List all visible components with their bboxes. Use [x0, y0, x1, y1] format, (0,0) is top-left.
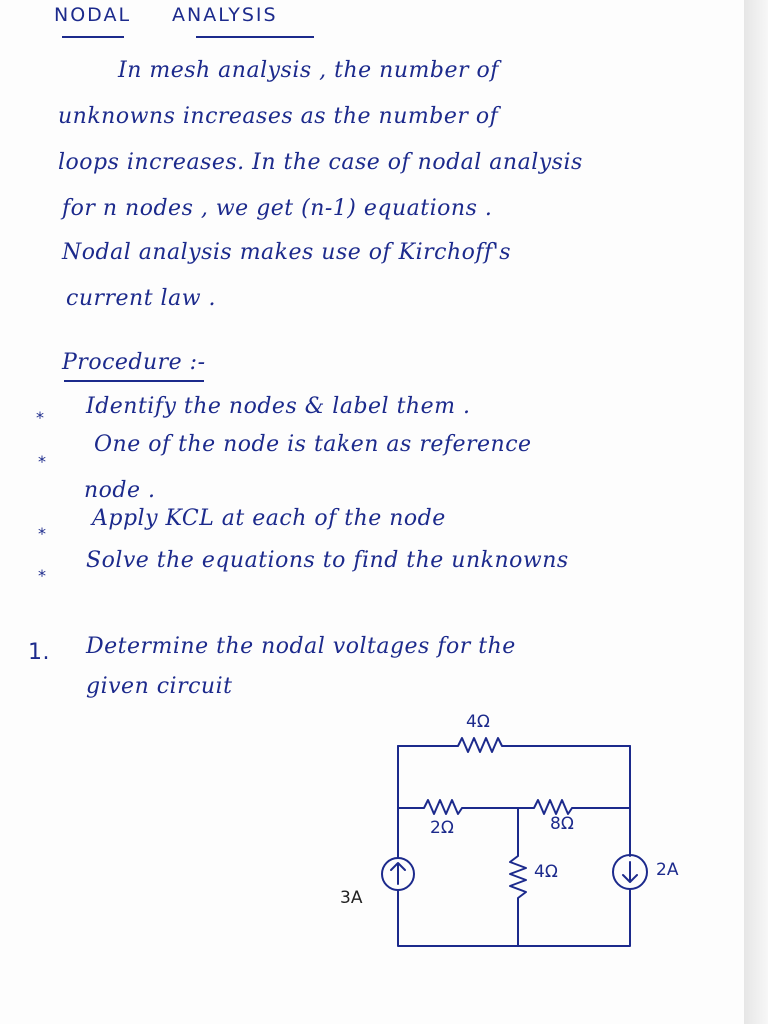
intro-line-5: Nodal analysis makes use of Kirchoff's	[62, 240, 512, 265]
intro-line-4: for n nodes , we get (n-1) equations .	[62, 196, 493, 221]
heading-word-analysis: ANALYSIS	[172, 4, 278, 26]
problem-line-1: Determine the nodal voltages for the	[86, 634, 516, 659]
intro-line-6: current law .	[66, 286, 217, 311]
wire-middle-left	[398, 800, 518, 814]
bullet-4: *	[38, 566, 47, 585]
label-r-right: 8Ω	[550, 814, 574, 834]
current-source-up-icon	[391, 863, 405, 884]
procedure-step-2-cont: node .	[84, 478, 156, 503]
wire-center	[510, 808, 526, 946]
bullet-2: *	[38, 452, 47, 471]
intro-line-1: In mesh analysis , the number of	[118, 58, 499, 83]
wire-top	[398, 738, 630, 752]
procedure-step-1: Identify the nodes & label them .	[86, 394, 471, 419]
current-source-down-icon	[623, 862, 637, 882]
procedure-step-2: One of the node is taken as reference	[94, 432, 532, 457]
bullet-1: *	[36, 408, 45, 427]
label-r-top: 4Ω	[466, 712, 490, 732]
procedure-step-4: Solve the equations to find the unknowns	[86, 548, 569, 573]
problem-line-2: given circuit	[86, 674, 233, 699]
label-source-left: 3A	[340, 888, 363, 908]
procedure-heading: Procedure :-	[62, 350, 206, 375]
label-r-middle: 4Ω	[534, 862, 558, 882]
procedure-step-3: Apply KCL at each of the node	[92, 506, 446, 531]
wire-middle-right	[518, 800, 630, 814]
intro-line-2: unknowns increases as the number of	[58, 104, 499, 129]
label-source-right: 2A	[656, 860, 679, 880]
intro-line-3: loops increases. In the case of nodal analysis	[58, 150, 583, 175]
label-r-left: 2Ω	[430, 818, 454, 838]
bullet-3: *	[38, 524, 47, 543]
heading-word-nodal: NODAL	[54, 4, 132, 26]
problem-number: 1.	[28, 640, 50, 665]
wire-bottom	[398, 890, 630, 946]
